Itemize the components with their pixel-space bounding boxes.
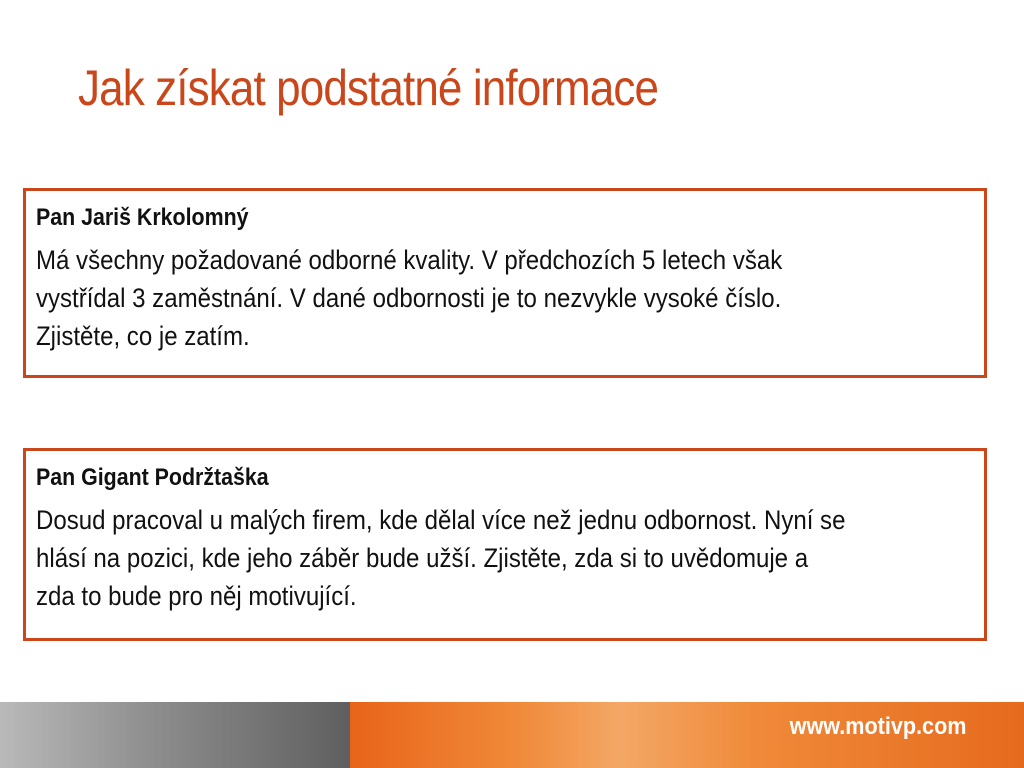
description-line: vystřídal 3 zaměstnání. V dané odbornosti je to nezvykle vysoké číslo. bbox=[36, 283, 782, 313]
candidate-name: Pan Gigant Podržtaška bbox=[36, 464, 269, 491]
candidate-card-content bbox=[36, 203, 975, 355]
footer-gray-band bbox=[0, 702, 350, 768]
description-line: Zjistěte, co je zatím. bbox=[36, 321, 250, 351]
footer-website-url: www.motivp.com bbox=[789, 713, 966, 740]
candidate-description bbox=[36, 501, 975, 615]
candidate-description bbox=[36, 241, 975, 355]
description-line: hlásí na pozici, kde jeho záběr bude užší. Zjistěte, zda si to uvědomuje a bbox=[36, 543, 809, 573]
description-line: Dosud pracoval u malých firem, kde dělal více než jednu odbornost. Nyní se bbox=[36, 505, 846, 535]
candidate-card-content bbox=[36, 463, 975, 615]
slide-title: Jak získat podstatné informace bbox=[78, 60, 659, 116]
candidate-card-krkolomny bbox=[23, 188, 987, 378]
description-line: zda to bude pro něj motivující. bbox=[36, 581, 357, 611]
footer-bar bbox=[0, 702, 1024, 768]
description-line: Má všechny požadované odborné kvality. V předchozích 5 letech však bbox=[36, 245, 783, 275]
candidate-name: Pan Jariš Krkolomný bbox=[36, 204, 249, 231]
candidate-card-podrztaska bbox=[23, 448, 987, 641]
